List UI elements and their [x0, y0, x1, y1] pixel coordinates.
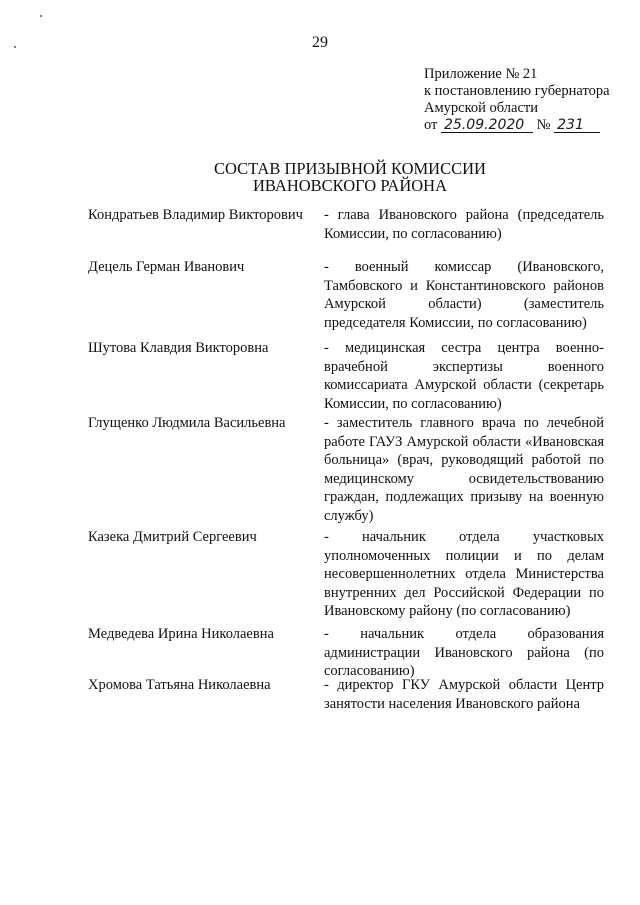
title-line-2: ИВАНОВСКОГО РАЙОНА: [253, 176, 447, 195]
member-name: Глущенко Людмила Васильевна: [88, 415, 286, 431]
appendix-date-line: [424, 117, 610, 134]
date-prefix: от: [424, 117, 438, 133]
member-role: - военный комиссар (Ивановского, Тамбовского и Константиновского районов Амурской области) (заместитель председателя Комиссии, по согласованию): [324, 259, 604, 331]
title-line-1: СОСТАВ ПРИЗЫВНОЙ КОМИССИИ: [214, 159, 486, 178]
handwritten-number: 231: [554, 118, 600, 133]
member-name: Шутова Клавдия Викторовна: [88, 340, 269, 356]
appendix-title: Приложение № 21: [424, 66, 538, 82]
document-title: [0, 160, 640, 194]
member-name: Кондратьев Владимир Викторович: [88, 207, 303, 223]
member-role: - начальник отдела участковых уполномоченных полиции и по делам несовершеннолетних отдела Министерства внутренних дел Российской Федерации по Ивановскому району (по согласованию): [324, 529, 604, 619]
member-role: - медицинская сестра центра военно-врачебной экспертизы военного комиссариата Амурской области (секретарь Комиссии, по согласованию): [324, 340, 604, 412]
number-prefix: №: [536, 117, 551, 133]
member-role: - директор ГКУ Амурской области Центр занятости населения Ивановского района: [324, 677, 604, 712]
handwritten-date: 25.09.2020: [441, 118, 533, 133]
appendix-header: [424, 66, 610, 134]
member-name: Хромова Татьяна Николаевна: [88, 677, 271, 693]
appendix-region: Амурской области: [424, 100, 538, 116]
member-role: - глава Ивановского района (председатель Комиссии, по согласованию): [324, 207, 604, 242]
member-role: - заместитель главного врача по лечебной работе ГАУЗ Амурской области «Ивановская больница» (врач, руководящий работой по медицинскому освидетельствованию граждан, подлежащих призыву на военную службу): [324, 415, 604, 524]
member-name: Казека Дмитрий Сергеевич: [88, 529, 257, 545]
page-number: 29: [312, 34, 328, 51]
scan-speck: [40, 15, 42, 17]
member-name: Медведева Ирина Николаевна: [88, 626, 274, 642]
member-name: Децель Герман Иванович: [88, 259, 245, 275]
member-role: - начальник отдела образования администрации Ивановского района (по согласованию): [324, 626, 604, 679]
appendix-reference: к постановлению губернатора: [424, 83, 610, 99]
